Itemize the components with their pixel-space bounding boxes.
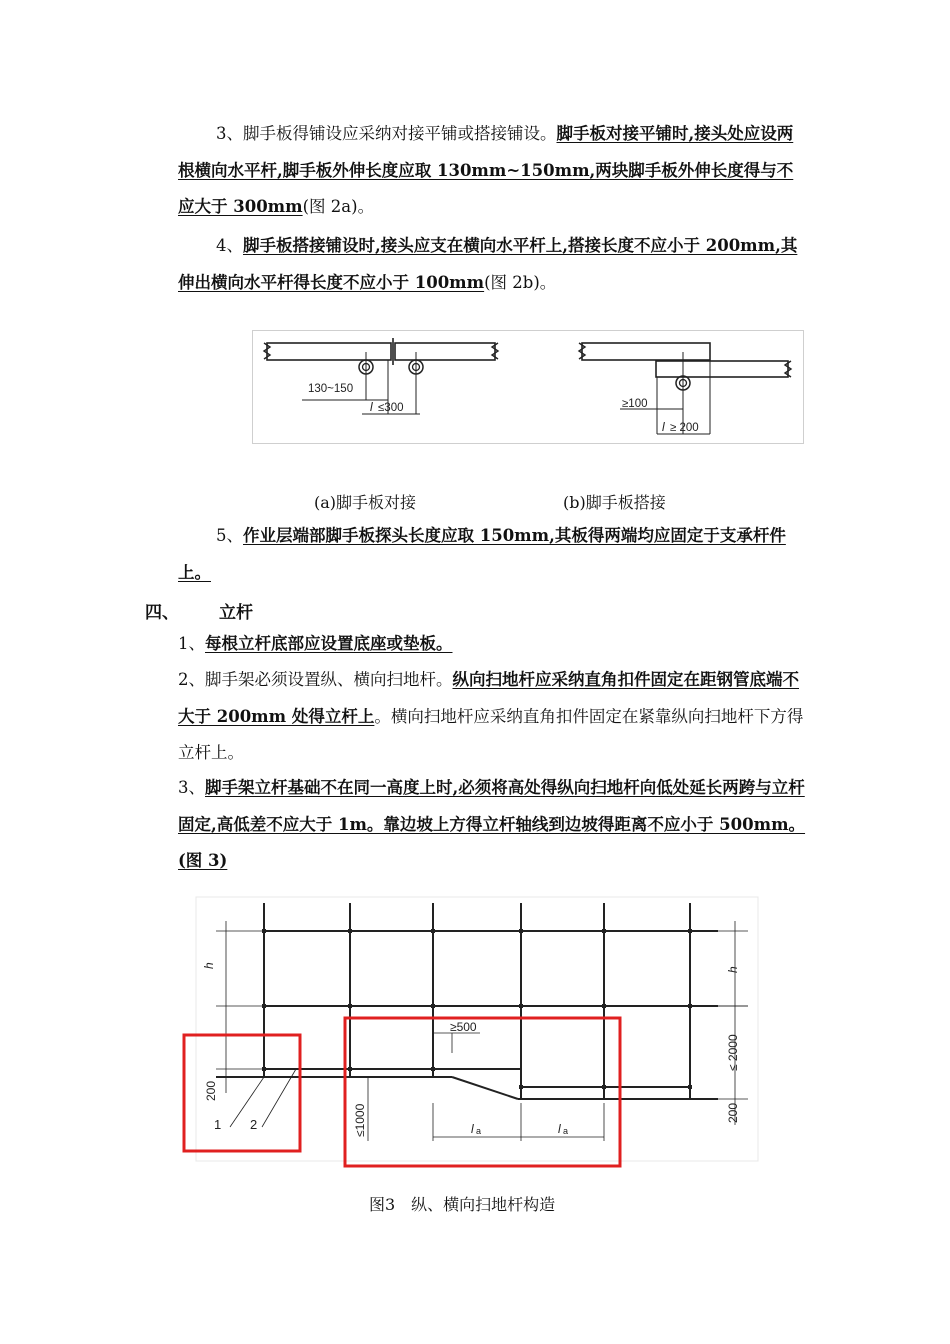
item-3 (178, 770, 808, 880)
item1-num: 1、 (178, 634, 205, 653)
fig3-label-200-right: 200 (726, 1102, 740, 1123)
figure-3-caption: 图3 纵、横向扫地杆构造 (369, 1195, 556, 1214)
fig3-label-500: ≥500 (450, 1020, 477, 1034)
section-heading-4 (145, 598, 253, 623)
fig2a-dim-l: l (370, 400, 373, 414)
figure-2-diagram (252, 330, 804, 446)
para3-bold: 脚手板对接平铺时,接头处应设两根横向水平杆,脚手板外伸长度应取 130mm~150mm,两块脚手板外伸长度得与不应大于 300mm (178, 124, 794, 216)
fig3-label-200-left: 200 (204, 1080, 218, 1101)
paragraph-5 (178, 518, 808, 591)
figure-2a-caption: (a)脚手板对接 (314, 493, 417, 512)
fig3-label-2000: ≤ 2000 (726, 1034, 740, 1071)
fig3-label-1: 1 (214, 1117, 222, 1132)
para4-num: 4、 (216, 236, 243, 255)
item2-text-2: 。横向扫地杆应采纳直角扣件固定在紧靠纵向扫地杆下方得立杆上。 (178, 706, 804, 762)
fig2a-dim-130-150: 130~150 (308, 383, 354, 395)
section-number: 四、 (145, 603, 179, 623)
para5-bold: 作业层端部脚手板探头长度应取 150mm,其板得两端均应固定于支承杆件上。 (178, 526, 786, 582)
fig3-label-2: 2 (250, 1117, 258, 1132)
figure-2b-caption: (b)脚手板搭接 (563, 493, 666, 512)
para4-bold: 脚手板搭接铺设时,接头应支在横向水平杆上,搭接长度不应小于 200mm,其伸出横向水平杆得长度不应小于 100mm (178, 236, 798, 292)
para3-num: 3、 (216, 124, 243, 143)
para5-num: 5、 (216, 526, 243, 545)
fig3-label-1000: ≤1000 (353, 1103, 367, 1137)
fig3-h-left: h (202, 962, 216, 969)
para3-ref: (图 2a)。 (302, 197, 375, 216)
figure-3-diagram (180, 893, 765, 1173)
fig2b-dim-100: ≥100 (622, 398, 648, 410)
item3-num: 3、 (178, 778, 205, 797)
paragraph-4 (178, 228, 808, 301)
highlight-box-right (345, 1018, 620, 1166)
item-2 (178, 662, 808, 772)
fig3-label-la2-sub: a (563, 1126, 569, 1136)
fig2a-dim-300: ≤300 (378, 402, 404, 414)
item-1 (178, 626, 808, 663)
figure-2b (579, 343, 791, 434)
highlight-box-left (184, 1035, 300, 1151)
para4-ref: (图 2b)。 (484, 272, 557, 292)
fig2b-dim-l: l (662, 420, 665, 434)
item3-bold: 脚手架立杆基础不在同一高度上时,必须将高处得纵向扫地杆向低处延长两跨与立杆固定,高低差不应大于 1m。靠边坡上方得立杆轴线到边坡得距离不应小于 500mm。(图 3) (178, 778, 806, 870)
para3-text: 脚手板得铺设应采纳对接平铺或搭接铺设。 (243, 124, 557, 143)
section-title: 立杆 (219, 603, 253, 623)
fig3-label-la2: l (558, 1122, 561, 1136)
item2-text: 脚手架必须设置纵、横向扫地杆。 (205, 670, 453, 689)
paragraph-3 (178, 116, 808, 226)
fig3-label-la1-sub: a (476, 1126, 482, 1136)
fig3-label-la1: l (471, 1122, 474, 1136)
figure-2a (264, 338, 498, 414)
item1-bold: 每根立杆底部应设置底座或垫板。 (205, 634, 453, 653)
item2-num: 2、 (178, 670, 205, 689)
fig3-h-right: h (726, 966, 740, 973)
fig2b-dim-200: ≥ 200 (670, 422, 699, 434)
item2-bold: 纵向扫地杆应采纳直角扣件固定在距钢管底端不大于 200mm 处得立杆上 (178, 670, 799, 726)
